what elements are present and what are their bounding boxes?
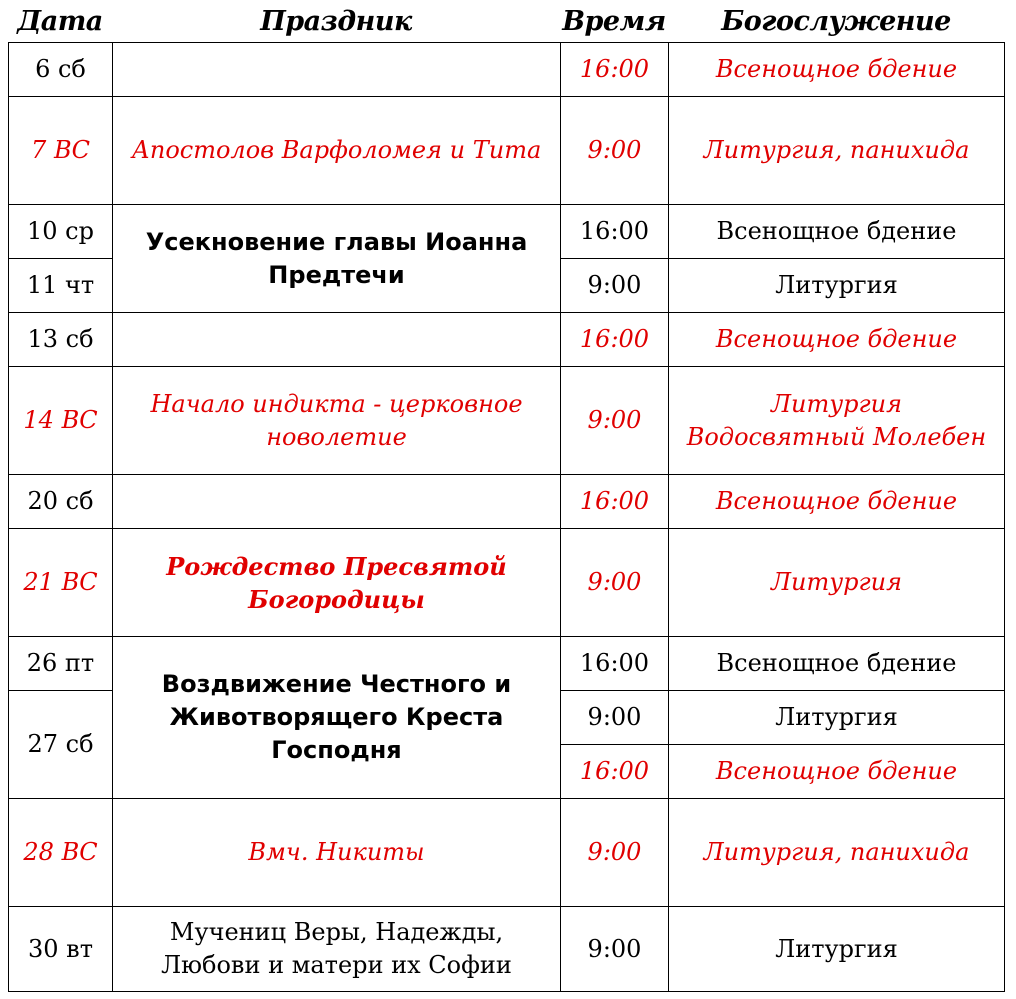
date-cell: 10 ср — [9, 205, 113, 259]
table-row — [9, 97, 1005, 205]
service-line: Литургия — [770, 389, 902, 418]
date-cell: 21 ВС — [9, 529, 113, 637]
service-cell: Всенощное бдение — [669, 637, 1005, 691]
feast-cell — [113, 475, 561, 529]
service-cell: Литургия — [669, 691, 1005, 745]
feast-cell — [113, 205, 561, 313]
service-cell: Литургия, панихида — [669, 799, 1005, 907]
time-cell: 9:00 — [561, 907, 669, 992]
header-service: Богослужение — [721, 5, 951, 37]
feast-cell — [113, 367, 561, 475]
feast-line: Животворящего Креста — [169, 703, 504, 731]
service-cell: Всенощное бдение — [669, 43, 1005, 97]
table-row — [9, 907, 1005, 992]
service-cell: Всенощное бдение — [669, 745, 1005, 799]
service-cell — [669, 367, 1005, 475]
time-cell: 9:00 — [561, 529, 669, 637]
feast-line: Рождество Пресвятой — [166, 551, 507, 581]
table-row — [9, 313, 1005, 367]
feast-cell: Вмч. Никиты — [113, 799, 561, 907]
service-line: Водосвятный Молебен — [686, 422, 987, 451]
table-row — [9, 475, 1005, 529]
date-cell: 11 чт — [9, 259, 113, 313]
date-cell: 20 сб — [9, 475, 113, 529]
header-time: Время — [562, 5, 666, 37]
table-row — [9, 529, 1005, 637]
feast-cell — [113, 637, 561, 799]
date-cell: 27 сб — [9, 691, 113, 799]
date-cell: 14 ВС — [9, 367, 113, 475]
time-cell: 9:00 — [561, 97, 669, 205]
time-cell: 9:00 — [561, 691, 669, 745]
time-cell: 16:00 — [561, 43, 669, 97]
time-cell: 9:00 — [561, 259, 669, 313]
feast-line: Начало индикта - церковное — [150, 389, 523, 418]
table-row — [9, 637, 1005, 691]
feast-cell — [113, 907, 561, 992]
time-cell: 16:00 — [561, 205, 669, 259]
service-cell: Литургия — [669, 259, 1005, 313]
table-row — [9, 205, 1005, 259]
date-cell: 7 ВС — [9, 97, 113, 205]
date-cell: 13 сб — [9, 313, 113, 367]
service-cell: Литургия, панихида — [669, 97, 1005, 205]
feast-cell — [113, 43, 561, 97]
feast-line: Воздвижение Честного и — [161, 670, 512, 698]
service-cell: Всенощное бдение — [669, 475, 1005, 529]
header-feast: Праздник — [260, 5, 412, 37]
time-cell: 16:00 — [561, 475, 669, 529]
feast-cell — [113, 313, 561, 367]
feast-line: Мучениц Веры, Надежды, — [169, 918, 504, 946]
date-cell: 6 сб — [9, 43, 113, 97]
date-cell: 28 ВС — [9, 799, 113, 907]
date-cell: 30 вт — [9, 907, 113, 992]
date-cell: 26 пт — [9, 637, 113, 691]
feast-cell — [113, 529, 561, 637]
table-row — [9, 43, 1005, 97]
table-row — [9, 367, 1005, 475]
service-cell: Всенощное бдение — [669, 205, 1005, 259]
time-cell: 16:00 — [561, 637, 669, 691]
feast-line: Усекновение главы Иоанна — [145, 227, 528, 256]
schedule-table — [8, 42, 1005, 992]
service-cell: Всенощное бдение — [669, 313, 1005, 367]
service-cell: Литургия — [669, 907, 1005, 992]
feast-line: новолетие — [266, 422, 407, 451]
time-cell: 16:00 — [561, 745, 669, 799]
feast-cell: Апостолов Варфоломея и Тита — [113, 97, 561, 205]
table-row — [9, 799, 1005, 907]
feast-line: Предтечи — [268, 260, 405, 289]
feast-line: Господня — [271, 736, 402, 764]
feast-line: Любови и матери их Софии — [161, 951, 512, 979]
time-cell: 9:00 — [561, 367, 669, 475]
time-cell: 16:00 — [561, 313, 669, 367]
feast-line: Богородицы — [248, 584, 425, 614]
header-date: Дата — [17, 5, 103, 37]
time-cell: 9:00 — [561, 799, 669, 907]
service-cell: Литургия — [669, 529, 1005, 637]
